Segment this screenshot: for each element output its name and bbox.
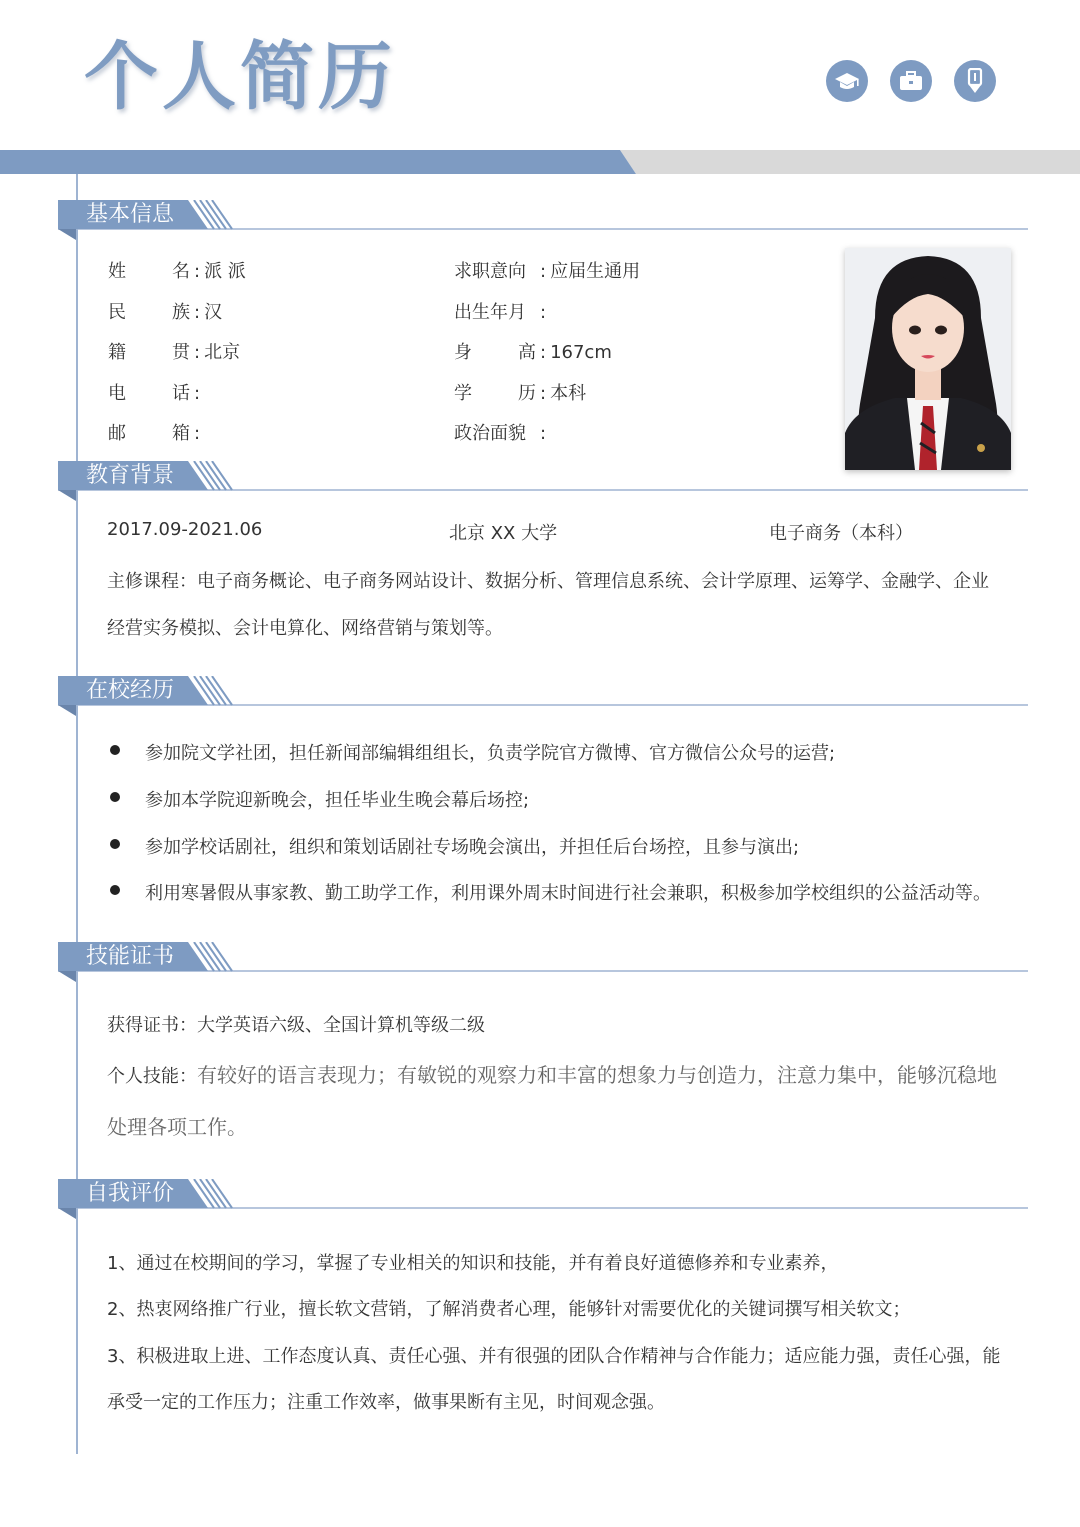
section-title: 教育背景 — [86, 463, 175, 488]
list-item: 参加院文学社团，担任新闻部编辑组组长，负责学院官方微博、官方微信公众号的运营; — [145, 743, 836, 764]
timeline-line — [76, 174, 78, 1454]
self-evaluation-line-1: 1、通过在校期间的学习，掌握了专业相关的知识和技能，并有着良好道德修养和专业素养， — [107, 1253, 839, 1274]
list-item: 利用寒暑假从事家教、勤工助学工作，利用课外周末时间进行社会兼职，积极参加学校组织的公益活动等。 — [145, 883, 991, 904]
section-header-skills — [58, 942, 1028, 986]
bullet-icon — [110, 745, 120, 755]
field-label: 出生年月 — [454, 302, 526, 323]
skill-label: 个人技能： — [107, 1066, 197, 1087]
page-title: 个人简历 — [84, 34, 396, 120]
field-phone: 电 话 : — [108, 383, 201, 404]
bullet-icon — [110, 792, 120, 802]
skill-value: 有较好的语言表现力；有敏锐的观察力和丰富的想象力与创造力，注意力集中，能够沉稳地 — [197, 1063, 997, 1087]
section-title: 基本信息 — [86, 202, 175, 227]
field-political-status: 政治面貌 : — [454, 419, 550, 445]
field-native-place: 籍 贯 : 北京 — [108, 342, 241, 363]
field-value: 167cm — [550, 342, 612, 363]
section-header-campus — [58, 676, 1028, 720]
profile-photo — [845, 248, 1011, 470]
self-evaluation-line-2: 2、热衷网络推广行业，擅长软文营销，了解消费者心理，能够针对需要优化的关键词撰写相关软文； — [107, 1299, 911, 1320]
cert-label: 获得证书： — [107, 1015, 197, 1036]
field-label: 政治面貌 — [454, 423, 526, 444]
section-title: 技能证书 — [86, 944, 175, 969]
section-header-basic — [58, 200, 1028, 244]
field-value: 汉 — [204, 302, 223, 323]
section-header-education — [58, 461, 1028, 505]
personal-skills-line-1 — [107, 1059, 997, 1088]
field-birth: 出生年月 : — [454, 298, 550, 324]
bullet-icon — [110, 839, 120, 849]
list-item: 参加学校话剧社，组织和策划话剧社专场晚会演出，并担任后台场控，且参与演出; — [145, 837, 800, 858]
education-courses-line-1: 主修课程：电子商务概论、电子商务网站设计、数据分析、管理信息系统、会计学原理、运筹学、金融学、企业 — [107, 571, 989, 592]
education-courses-line-2: 经营实务模拟、会计电算化、网络营销与策划等。 — [107, 618, 503, 639]
field-degree: 学 历 : 本科 — [454, 383, 587, 404]
field-name: 姓 名 : 派 派 — [108, 257, 246, 283]
field-ethnicity: 民 族 : 汉 — [108, 302, 223, 323]
list-item: 参加本学院迎新晚会，担任毕业生晚会幕后场控; — [145, 790, 530, 811]
field-email: 邮 箱 : — [108, 423, 201, 444]
education-period: 2017.09-2021.06 — [107, 519, 263, 540]
field-job-intention: 求职意向 : 应届生通用 — [454, 257, 640, 283]
field-height: 身 高 : 167cm — [454, 342, 612, 363]
pen-icon — [954, 60, 996, 102]
briefcase-icon — [890, 60, 932, 102]
self-evaluation-line-3: 3、积极进取上进、工作态度认真、责任心强、并有很强的团队合作精神与合作能力；适应能力强，责任心强，能 — [107, 1346, 1001, 1367]
field-label: 求职意向 — [454, 261, 526, 282]
certificates — [107, 1011, 485, 1037]
field-label: 姓 名 — [108, 261, 190, 282]
field-value: 派 派 — [204, 261, 246, 282]
graduation-cap-icon — [826, 60, 868, 102]
self-evaluation-line-4: 承受一定的工作压力；注重工作效率，做事果断有主见，时间观念强。 — [107, 1392, 665, 1413]
personal-skills-line-2: 处理各项工作。 — [107, 1115, 247, 1139]
field-value: 北京 — [204, 342, 241, 363]
section-title: 在校经历 — [86, 678, 175, 703]
cert-value: 大学英语六级、全国计算机等级二级 — [197, 1015, 485, 1036]
bullet-icon — [110, 885, 120, 895]
education-school: 北京 XX 大学 — [449, 523, 558, 544]
field-value: 应届生通用 — [550, 261, 641, 282]
section-header-self — [58, 1179, 1028, 1223]
section-title: 自我评价 — [86, 1181, 175, 1206]
education-major: 电子商务（本科） — [769, 523, 913, 544]
field-value: 本科 — [550, 383, 587, 404]
